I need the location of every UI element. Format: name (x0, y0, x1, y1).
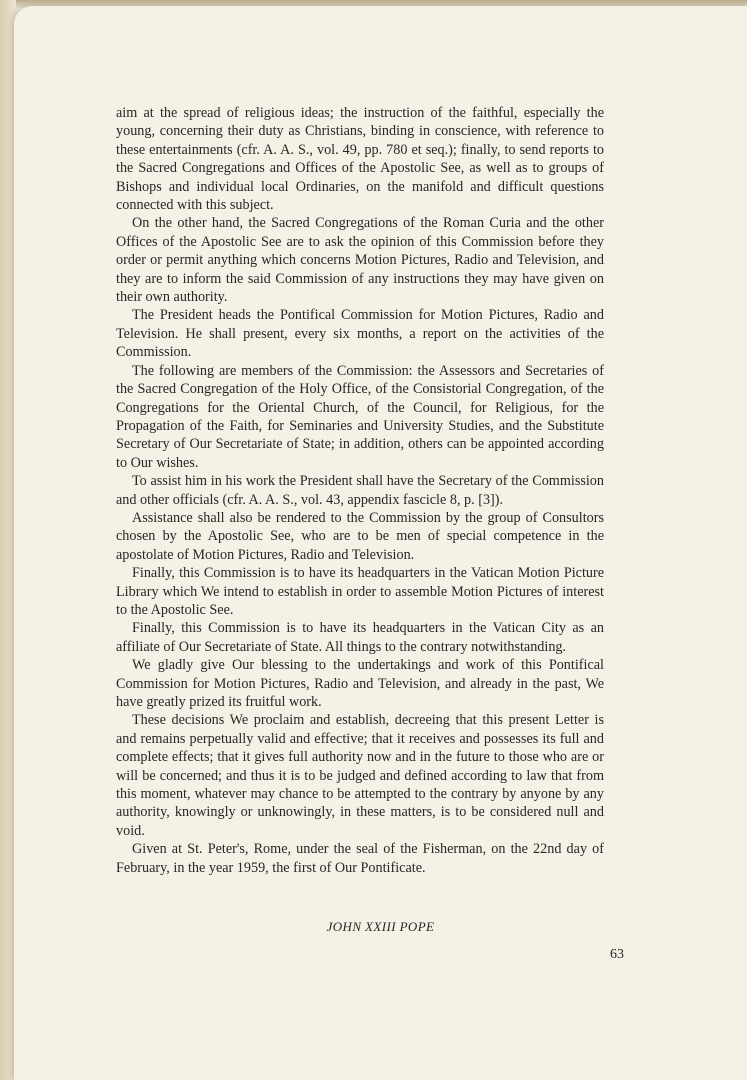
paragraph: To assist him in his work the President shall have the Secretary of the Commission and other officials (cfr. A. A. S., vol. 43, appendix fascicle 8, p. [3]). (116, 473, 604, 508)
paragraph: aim at the spread of religious ideas; the instruction of the faithful, especially the young, concerning their duty as Christians, binding in conscience, with reference to these entertainments (cfr. A. A. S., vol. 49, pp. 780 et seq.); finally, to send reports to the Sacred Congregations and Offices of the Apostolic See, as well as to groups of Bishops and individual local Ordinaries, on the manifold and difficult questions connected with this subject. (116, 105, 604, 214)
paragraph: The following are members of the Commission: the Assessors and Secretaries of the Sacred Congregation of the Holy Office, of the Consistorial Congregation, of the Congregations for the Oriental Church, of the Council, for Religious, for the Propagation of the Faith, for Seminaries and University Studies, and the Substitute Secretary of Our Secretariate of State; in addition, others can be appointed according to Our wishes. (116, 362, 604, 471)
paragraph: The President heads the Pontifical Commission for Motion Pictures, Radio and Television. He shall present, every six months, a report on the activities of the Commission. (116, 307, 604, 361)
paragraph: Finally, this Commission is to have its headquarters in the Vatican Motion Picture Library which We intend to establish in order to assemble Motion Pictures of interest to the Apostolic See. (116, 565, 604, 618)
signature: JOHN XXIII POPE (326, 919, 435, 934)
paragraph: We gladly give Our blessing to the undertakings and work of this Pontifical Commission for Motion Pictures, Radio and Television, and already in the past, We have greatly prized its fruitful work. (116, 657, 604, 710)
body-text (116, 104, 604, 877)
paragraph: On the other hand, the Sacred Congregations of the Roman Curia and the other Offices of the Apostolic See are to ask the opinion of this Commission before they order or permit anything which concerns Motion Pictures, Radio and Television, and they are to inform the said Commission of any instructions they may have given on their own authority. (116, 215, 604, 306)
paragraph: Finally, this Commission is to have its headquarters in the Vatican City as an affiliate of Our Secretariate of State. All things to the contrary notwithstanding. (116, 620, 604, 655)
paragraph: These decisions We proclaim and establish, decreeing that this present Letter is and remains perpetually valid and effective; that it receives and possesses its full and complete effects; that it gives full authority now and in the future to those who are or will be concerned; and thus it is to be judged and defined according to law that from this moment, whatever may chance to be attempted to the contrary by anyone by any authority, knowingly or unknowingly, in these matters, is to be considered null and void. (116, 712, 604, 839)
paragraph: Assistance shall also be rendered to the Commission by the group of Consultors chosen by the Apostolic See, who are to be men of special competence in the apostolate of Motion Pictures, Radio and Television. (116, 509, 604, 563)
page-number: 63 (610, 947, 624, 962)
paragraph: Given at St. Peter's, Rome, under the seal of the Fisherman, on the 22nd day of February, in the year 1959, the first of Our Pontificate. (116, 841, 604, 876)
